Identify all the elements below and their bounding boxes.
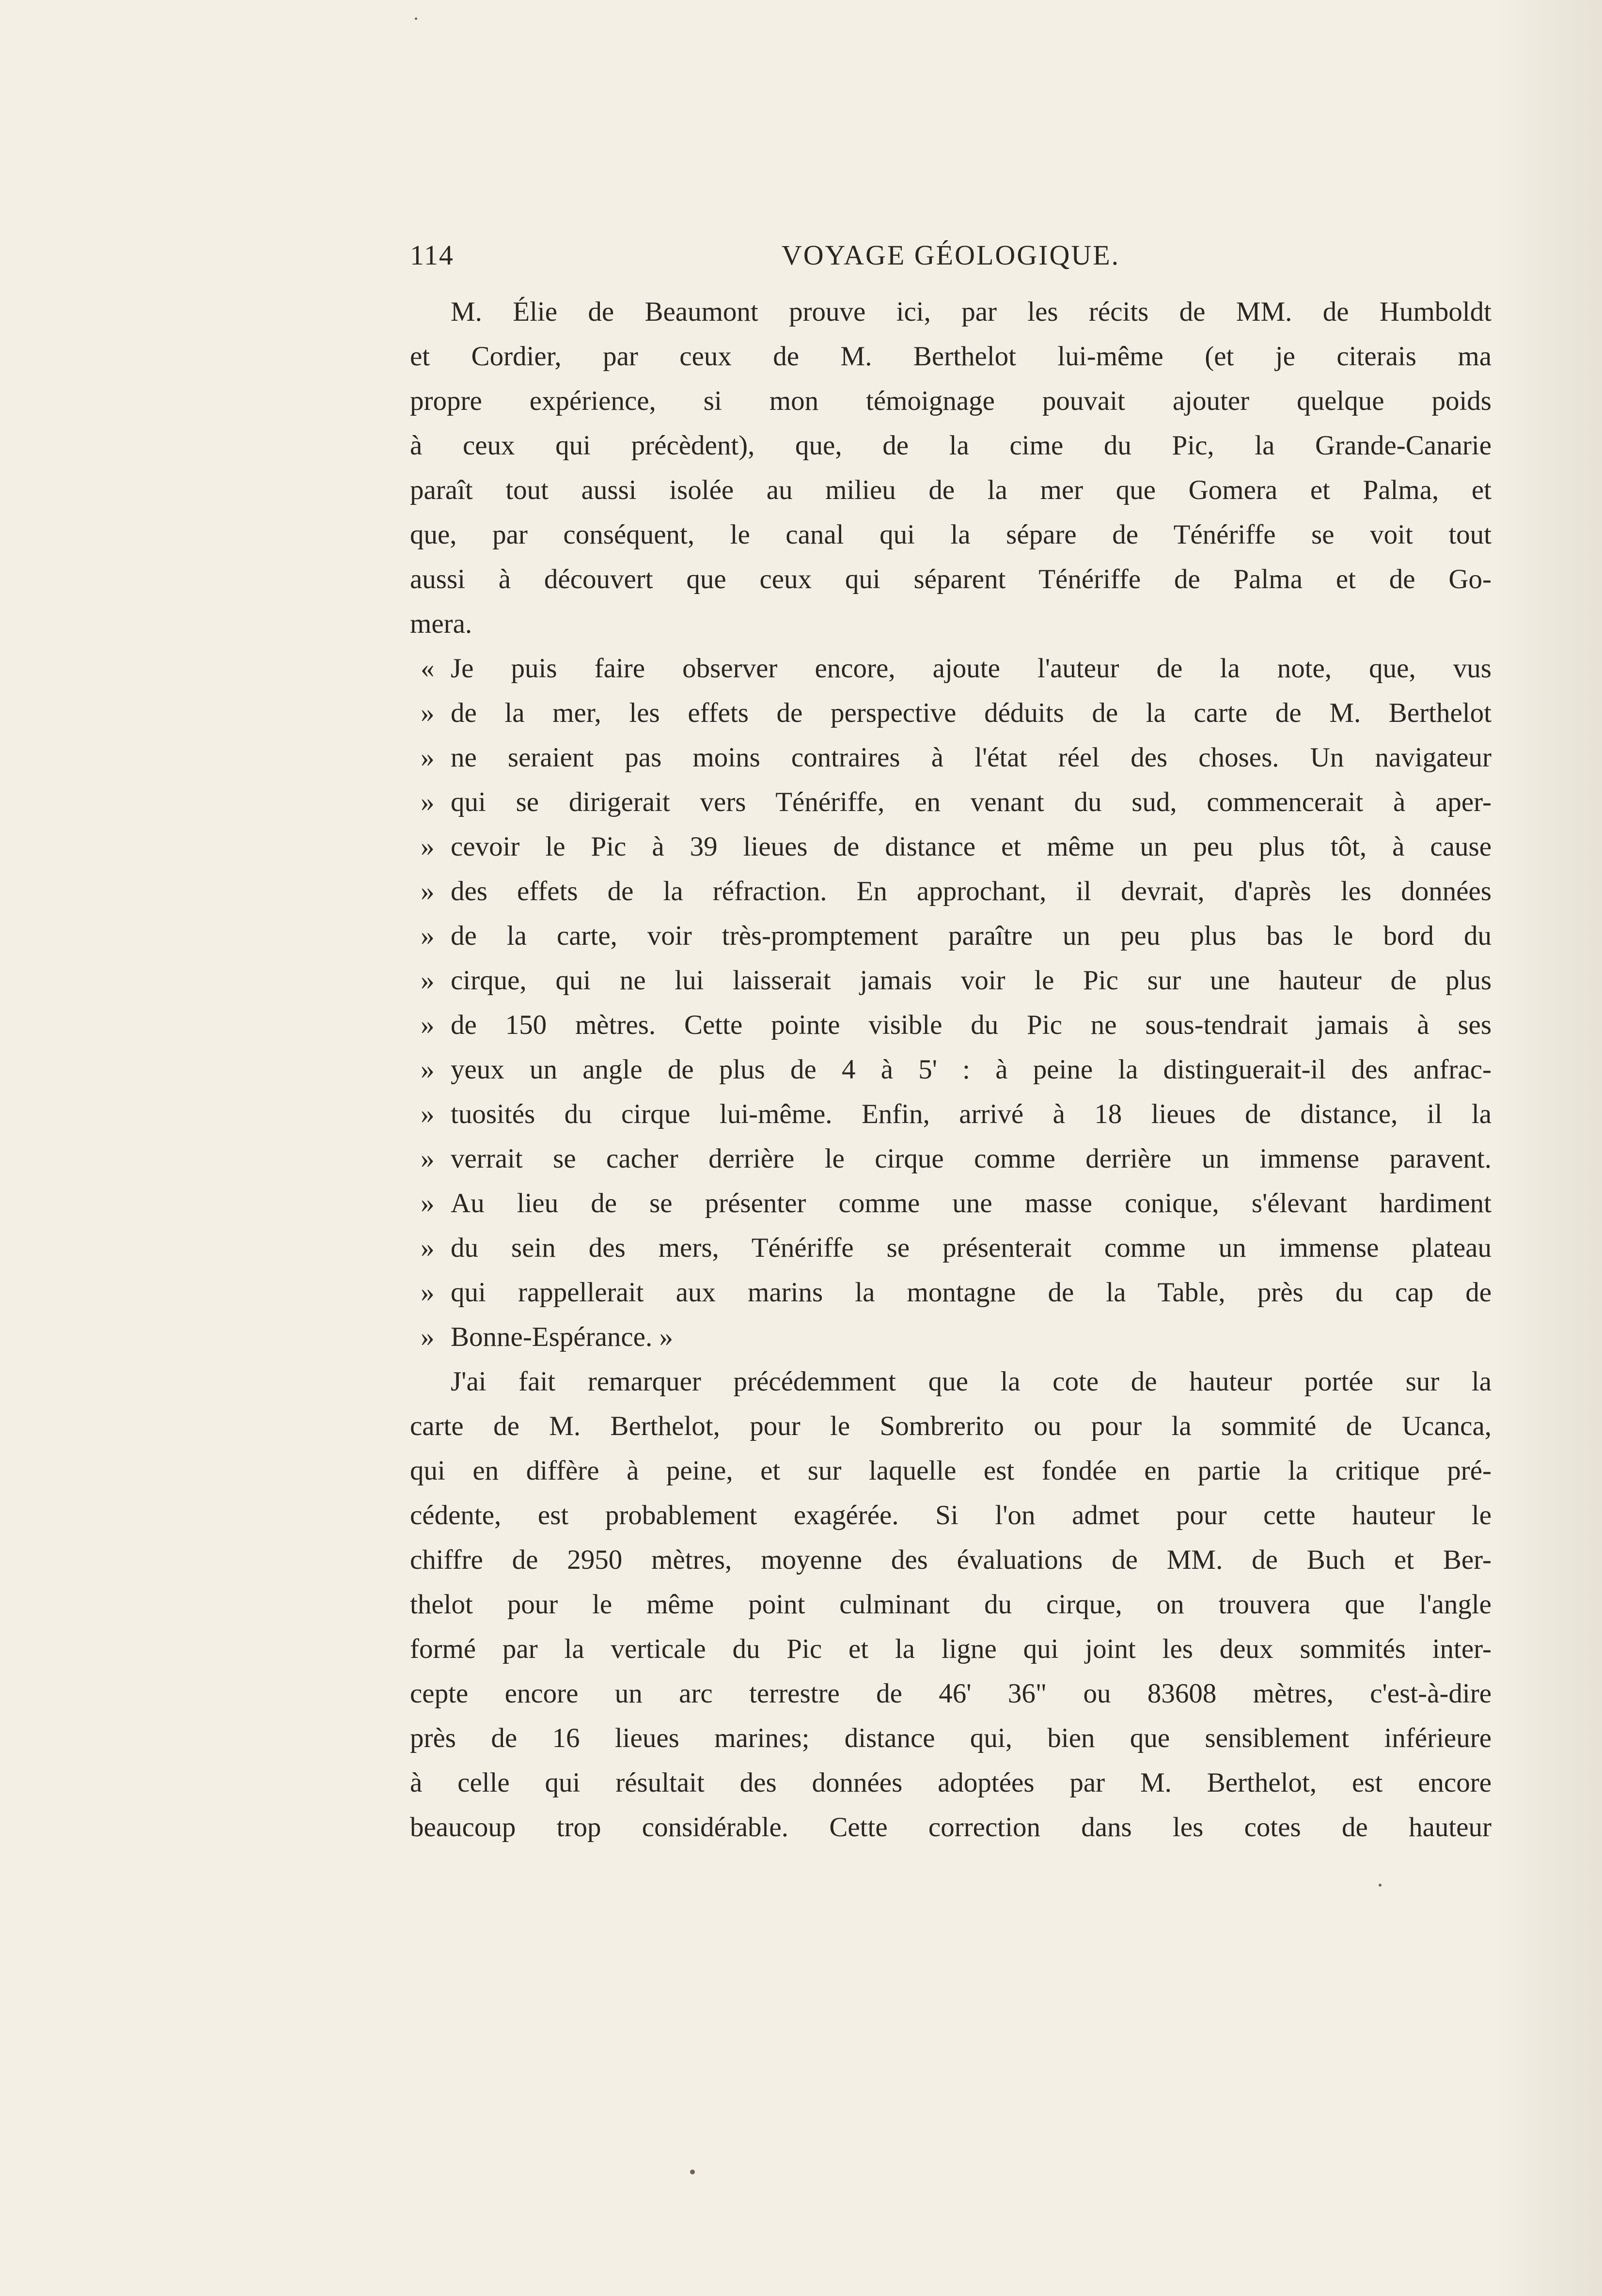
text-line: carte de M. Berthelot, pour le Sombrerito ou pour la sommité de Ucanca, — [410, 1411, 1492, 1441]
running-title: VOYAGE GÉOLOGIQUE. — [781, 239, 1120, 271]
quote-line-text: qui rappellerait aux marins la montagne de la Table, près du cap de — [451, 1277, 1492, 1308]
quote-line-text: tuosités du cirque lui-même. Enfin, arrivé à 18 lieues de distance, il la — [451, 1099, 1492, 1129]
text-line: J'ai fait remarquer précédemment que la cote de hauteur portée sur la — [451, 1366, 1492, 1397]
text-line: chiffre de 2950 mètres, moyenne des évaluations de MM. de Buch et Ber- — [410, 1545, 1492, 1575]
quote-continuation-mark: » — [421, 921, 435, 951]
quote-line — [410, 1315, 1492, 1359]
quote-continuation-mark: » — [421, 1322, 435, 1352]
text-line: propre expérience, si mon témoignage pouvait ajouter quelque poids — [410, 386, 1492, 416]
paper-speck — [415, 17, 417, 20]
text-line: qui en diffère à peine, et sur laquelle est fondée en partie la critique pré- — [410, 1455, 1492, 1486]
text-line: près de 16 lieues marines; distance qui, bien que sensiblement inférieure — [410, 1723, 1492, 1753]
quote-line — [410, 958, 1492, 1003]
quote-line — [410, 1270, 1492, 1315]
text-line: beaucoup trop considérable. Cette correction dans les cotes de hauteur — [410, 1812, 1492, 1843]
quote-line-text: du sein des mers, Ténériffe se présenterait comme un immense plateau — [451, 1233, 1492, 1263]
quote-continuation-mark: » — [421, 1143, 435, 1174]
text-line: cédente, est probablement exagérée. Si l'on admet pour cette hauteur le — [410, 1500, 1492, 1531]
text-line: paraît tout aussi isolée au milieu de la mer que Gomera et Palma, et — [410, 475, 1492, 505]
quote-line — [410, 1092, 1492, 1137]
text-line: aussi à découvert que ceux qui séparent Ténériffe de Palma et de Go- — [410, 564, 1492, 594]
quote-continuation-mark: » — [421, 1010, 435, 1040]
quote-continuation-mark: » — [421, 1188, 435, 1218]
quote-continuation-mark: » — [421, 876, 435, 906]
quote-line-text: qui se dirigerait vers Ténériffe, en venant du sud, commencerait à aper- — [451, 787, 1492, 817]
quote-line-text: cevoir le Pic à 39 lieues de distance et même un peu plus tôt, à cause — [451, 831, 1492, 862]
text-line: à celle qui résultait des données adoptées par M. Berthelot, est encore — [410, 1767, 1492, 1798]
text-line: mera. — [410, 609, 472, 639]
quote-line — [410, 691, 1492, 735]
quote-line-text: cirque, qui ne lui laisserait jamais voir le Pic sur une hauteur de plus — [451, 965, 1492, 996]
body-text — [410, 290, 1492, 1850]
text-line: cepte encore un arc terrestre de 46' 36" ou 83608 mètres, c'est-à-dire — [410, 1678, 1492, 1709]
text-line: que, par conséquent, le canal qui la sépare de Ténériffe se voit tout — [410, 519, 1492, 550]
text-line: M. Élie de Beaumont prouve ici, par les récits de MM. de Humboldt — [451, 297, 1492, 327]
quote-continuation-mark: » — [421, 1277, 435, 1308]
quote-line-text: de 150 mètres. Cette pointe visible du Pic ne sous-tendrait jamais à ses — [451, 1010, 1492, 1040]
quote-line — [410, 1226, 1492, 1270]
quote-line-text: de la carte, voir très-promptement paraître un peu plus bas le bord du — [451, 921, 1492, 951]
quote-continuation-mark: » — [421, 742, 435, 773]
quote-line — [410, 780, 1492, 825]
page-number: 114 — [410, 239, 454, 271]
quote-line-text: ne seraient pas moins contraires à l'état réel des choses. Un navigateur — [451, 742, 1492, 773]
paper-speck — [1379, 1884, 1382, 1887]
quote-line — [410, 869, 1492, 914]
quote-line — [410, 1181, 1492, 1226]
quote-continuation-mark: » — [421, 698, 435, 728]
text-line: formé par la verticale du Pic et la ligne qui joint les deux sommités inter- — [410, 1634, 1492, 1664]
quote-line — [410, 914, 1492, 958]
quote-line — [410, 646, 1492, 691]
text-line: à ceux qui précèdent), que, de la cime du Pic, la Grande-Canarie — [410, 430, 1492, 461]
open-quote-mark: « — [421, 653, 435, 684]
quote-line — [410, 1137, 1492, 1181]
paragraph-2 — [410, 1359, 1492, 1850]
quote-line-text: yeux un angle de plus de 4 à 5' : à peine la distinguerait-il des anfrac- — [451, 1054, 1492, 1085]
quote-continuation-mark: » — [421, 1054, 435, 1085]
quote-continuation-mark: » — [421, 965, 435, 996]
quote-line — [410, 1003, 1492, 1047]
paragraph-1 — [410, 290, 1492, 646]
quotation — [410, 646, 1492, 1359]
paper-speck — [690, 2170, 695, 2174]
text-line: thelot pour le même point culminant du cirque, on trouvera que l'angle — [410, 1589, 1492, 1620]
quote-line-text: Bonne-Espérance. » — [451, 1322, 673, 1352]
quote-continuation-mark: » — [421, 1099, 435, 1129]
text-line: et Cordier, par ceux de M. Berthelot lui-même (et je citerais ma — [410, 341, 1492, 372]
quote-line-text: des effets de la réfraction. En approchant, il devrait, d'après les données — [451, 876, 1492, 906]
quote-line-text: verrait se cacher derrière le cirque comme derrière un immense paravent. — [451, 1143, 1492, 1174]
quote-continuation-mark: » — [421, 787, 435, 817]
quote-line — [410, 825, 1492, 869]
quote-line-text: de la mer, les effets de perspective déduits de la carte de M. Berthelot — [451, 698, 1492, 728]
page-edge-shadow — [1495, 0, 1602, 2296]
quote-line-text: Je puis faire observer encore, ajoute l'auteur de la note, que, vus — [451, 653, 1492, 684]
quote-line — [410, 1047, 1492, 1092]
quote-line-text: Au lieu de se présenter comme une masse conique, s'élevant hardiment — [451, 1188, 1492, 1218]
quote-continuation-mark: » — [421, 831, 435, 862]
page-header — [410, 238, 1492, 272]
quote-line — [410, 735, 1492, 780]
quote-continuation-mark: » — [421, 1233, 435, 1263]
